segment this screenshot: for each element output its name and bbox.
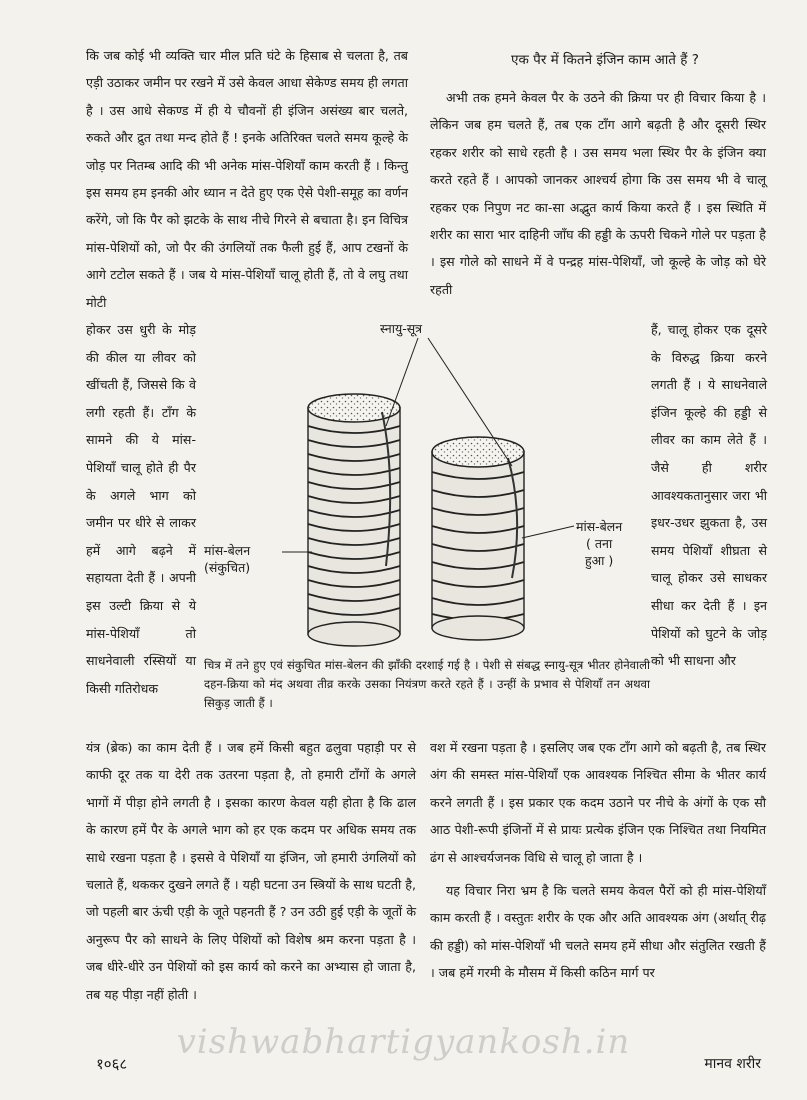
right-column-top bbox=[430, 84, 766, 303]
label-line: मांस-बेलन bbox=[576, 519, 623, 534]
contracted-cylinder-label bbox=[204, 542, 250, 576]
body-paragraph: अभी तक हमने केवल पैर के उठने की क्रिया पर ही विचार किया है । लेकिन जब हम चलते हैं, तब एक टाँग आगे बढ़ती है और दूसरी स्थिर रहकर शरीर को साधे रहती है । उस समय भला स्थिर पैर के इंजिन क्या करते रहते हैं । आपको जानकर आश्चर्य होगा कि उस समय भी वे चालू रहकर एक निपुण नट का-सा अद्भुत कार्य किया करते हैं । इस स्थिति में शरीर का सारा भार दाहिनी जाँघ की हड्डी के ऊपरी चिकने गोले पर पड़ता है । इस गोले को साधने में वे पन्द्रह मांस-पेशियाँ, जो कूल्हे के जोड़ को घेरे रहती bbox=[430, 90, 766, 297]
body-paragraph: हैं, चालू होकर एक दूसरे के विरुद्ध क्रिया करने लगती हैं । ये साधनेवाले इंजिन कूल्हे की हड्डी से लीवर का काम लेते हैं । जैसे ही शरीर आवश्यकतानुसार जरा भी इधर-उधर झुकता है, उस समय पेशियाँ शीघ्रता से चालू होकर उसे साधकर सीधा कर देती हैं । इन पेशियों को घुटने के जोड़ को भी साधना और bbox=[651, 322, 767, 669]
relaxed-muscle-cylinder bbox=[432, 437, 524, 640]
tendon-label: स्नायु-सूत्र bbox=[380, 321, 423, 336]
muscle-cylinder-figure bbox=[200, 316, 650, 662]
left-column-wrap bbox=[86, 316, 196, 702]
label-line: ( तना bbox=[586, 536, 613, 551]
contracted-muscle-cylinder bbox=[308, 394, 400, 646]
page-number: १०६८ bbox=[96, 1055, 128, 1073]
relaxed-cylinder-label bbox=[576, 518, 622, 569]
label-line: मांस-बेलन bbox=[204, 543, 251, 558]
left-column-top bbox=[86, 42, 408, 316]
running-footer-title: मानव शरीर bbox=[704, 1056, 761, 1072]
right-column-wrap bbox=[651, 316, 767, 675]
body-paragraph: होकर उस धुरी के मोड़ की कील या लीवर को खींचती हैं, जिससे कि वे लगी रहती हैं। टाँग के सामने की ये मांस-पेशियाँ चालू होते ही पैर के अगले भाग को जमीन पर धीरे से लाकर हमें आगे बढ़ने में सहायता देती हैं । अपनी इस उल्टी क्रिया से ये मांस-पेशियाँ तो साधनेवाली रस्सियों या किसी गतिरोधक bbox=[86, 322, 196, 696]
body-paragraph: यंत्र (ब्रेक) का काम देती हैं । जब हमें किसी बहुत ढलुवा पहाड़ी पर से काफी दूर तक या देरी तक उतरना पड़ता है, तो हमारी टाँगों के अगले भागों में पीड़ा होने लगती है । इसका कारण केवल यही होता है कि ढाल के कारण हमें पैर के अगले भाग को हर एक कदम पर अधिक समय तक साधे रखना पड़ता है । इससे वे पेशियाँ या इंजिन, जो हमारी उंगलियों को चलाते हैं, थककर दुखने लगते हैं । यही घटना उन स्त्रियों के साथ घटती है, जो पहली बार ऊंची एड़ी के जूते पहनती हैं ? उन उठी हुई एड़ी के जूतों के अनुरूप पैर को साधने के लिए पेशियों को विशेष श्रम करना पड़ता है । जब धीरे-धीरे उन पेशियों को इस कार्य को करने का अभ्यास हो जाता है, तब यह पीड़ा नहीं होती । bbox=[86, 740, 416, 1002]
body-paragraph: यह विचार निरा भ्रम है कि चलते समय केवल पैरों को ही मांस-पेशियाँ काम करती हैं । वस्तुतः शरीर के एक और अति आवश्यक अंग (अर्थात् रीढ़ की हड्डी) को मांस-पेशियाँ भी चलते समय हमें सीधा और संतुलित रखती हैं । जब हमें गरमी के मौसम में किसी कठिन मार्ग पर bbox=[430, 883, 766, 981]
figure-caption: चित्र में तने हुए एवं संकुचित मांस-बेलन की झाँकी दरशाई गई है । पेशी से संबद्ध स्नायु-सूत्र भीतर होनेवाली दहन-क्रिया को मंद अथवा तीव्र करके उसका नियंत्रण करते रहते हैं । उन्हीं के प्रभाव से पेशियाँ तन अथवा सिकुड़ जाती हैं । bbox=[204, 658, 650, 710]
watermark: vishwabhartigyankosh.in bbox=[176, 1022, 631, 1062]
right-column-bottom bbox=[430, 734, 766, 987]
body-paragraph: कि जब कोई भी व्यक्ति चार मील प्रति घंटे के हिसाब से चलता है, तब एड़ी उठाकर जमीन पर रखने में उसे केवल आधा सेकेण्ड समय ही लगता है । उस आधे सेकण्ड में ही ये चौवनों ही इंजिन असंख्य बार चलते, रुकते और द्रुत तथा मन्द होते हैं ! इनके अतिरिक्त चलते समय कूल्हे के जोड़ पर नितम्ब आदि की भी अनेक मांस-पेशियाँ काम करती हैं । किन्तु इस समय हम इनकी ओर ध्यान न देते हुए एक ऐसे पेशी-समूह का वर्णन करेंगे, जो कि पैर को झटके के साथ नीचे गिरने से बचाता है। इन विचित्र मांस-पेशियों को, जो पैर की उंगलियों तक फैली हुई हैं, आप टखनों के आगे टटोल सकते हैं । जब ये मांस-पेशियाँ चालू होती हैं, तो वे लघु तथा मोटी bbox=[86, 48, 408, 310]
muscle-cylinder-illustration bbox=[200, 316, 650, 662]
label-line: (संकुचित) bbox=[204, 560, 251, 575]
body-paragraph: वश में रखना पड़ता है । इसलिए जब एक टाँग आगे को बढ़ती है, तब स्थिर अंग की समस्त मांस-पेशियाँ एक आवश्यक निश्चित सीमा के भीतर कार्य करने लगती हैं । इस प्रकार एक कदम उठाने पर नीचे के अंगों के एक सौ आठ पेशी-रूपी इंजिनों में से प्रायः प्रत्येक इंजिन एक निश्चित तथा नियमित ढंग से आश्चर्यजनक विधि से चालू हो जाता है । bbox=[430, 740, 766, 865]
left-column-bottom bbox=[86, 734, 416, 1008]
label-line: हुआ ) bbox=[584, 553, 614, 568]
section-heading: एक पैर में कितने इंजिन काम आते हैं ? bbox=[511, 52, 699, 68]
